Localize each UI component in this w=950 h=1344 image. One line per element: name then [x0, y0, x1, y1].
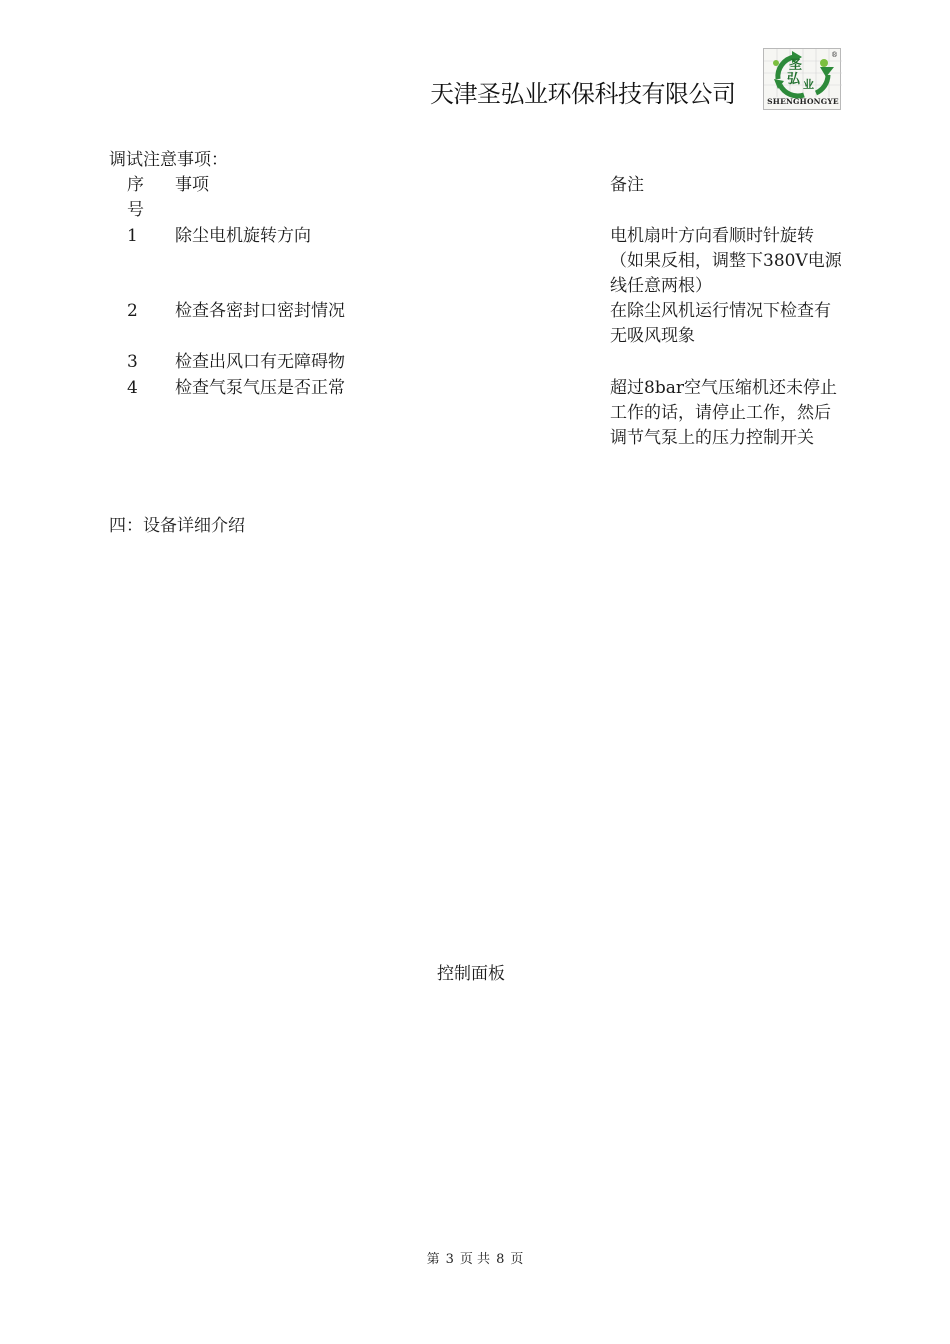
row-4-note: 超过8bar空气压缩机还未停止工作的话，请停止工作，然后调节气泵上的压力控制开关: [610, 378, 837, 448]
section-four-title: 四：设备详细介绍: [109, 516, 245, 536]
row-4-no: 4: [127, 378, 138, 398]
logo-char-1: 圣: [789, 58, 803, 73]
row-2-no: 2: [127, 301, 138, 321]
company-logo: [763, 48, 841, 110]
row-1-no: 1: [127, 226, 138, 246]
footer-page-number: 3: [445, 1252, 454, 1267]
page-footer: [0, 1248, 950, 1267]
column-header-no: 序号: [127, 175, 144, 220]
footer-mid: 页 共: [459, 1252, 491, 1267]
logo-char-2: 弘: [787, 72, 801, 87]
logo-char-3: 业: [803, 78, 814, 91]
row-3-item: 检查出风口有无障碍物: [175, 352, 345, 372]
logo-latin-text: SHENGHONGYE: [767, 97, 839, 106]
debug-notes-title: 调试注意事项：: [109, 150, 228, 170]
row-3-no: 3: [127, 352, 138, 372]
footer-prefix: 第: [426, 1252, 440, 1267]
footer-total-pages: 8: [496, 1252, 505, 1267]
row-1-note: 电机扇叶方向看顺时针旋转（如果反相，调整下380V电源线任意两根）: [610, 226, 842, 296]
footer-suffix: 页: [510, 1252, 524, 1267]
row-2-item: 检查各密封口密封情况: [175, 301, 345, 321]
column-header-item: 事项: [175, 175, 209, 195]
row-2-note: 在除尘风机运行情况下检查有无吸风现象: [610, 301, 831, 346]
registered-mark: ®: [831, 51, 838, 59]
control-panel-caption: 控制面板: [437, 964, 505, 984]
row-4-item: 检查气泵气压是否正常: [175, 378, 345, 398]
column-header-note: 备注: [610, 175, 644, 195]
company-name: 天津圣弘业环保科技有限公司: [430, 80, 736, 108]
row-1-item: 除尘电机旋转方向: [175, 226, 311, 246]
